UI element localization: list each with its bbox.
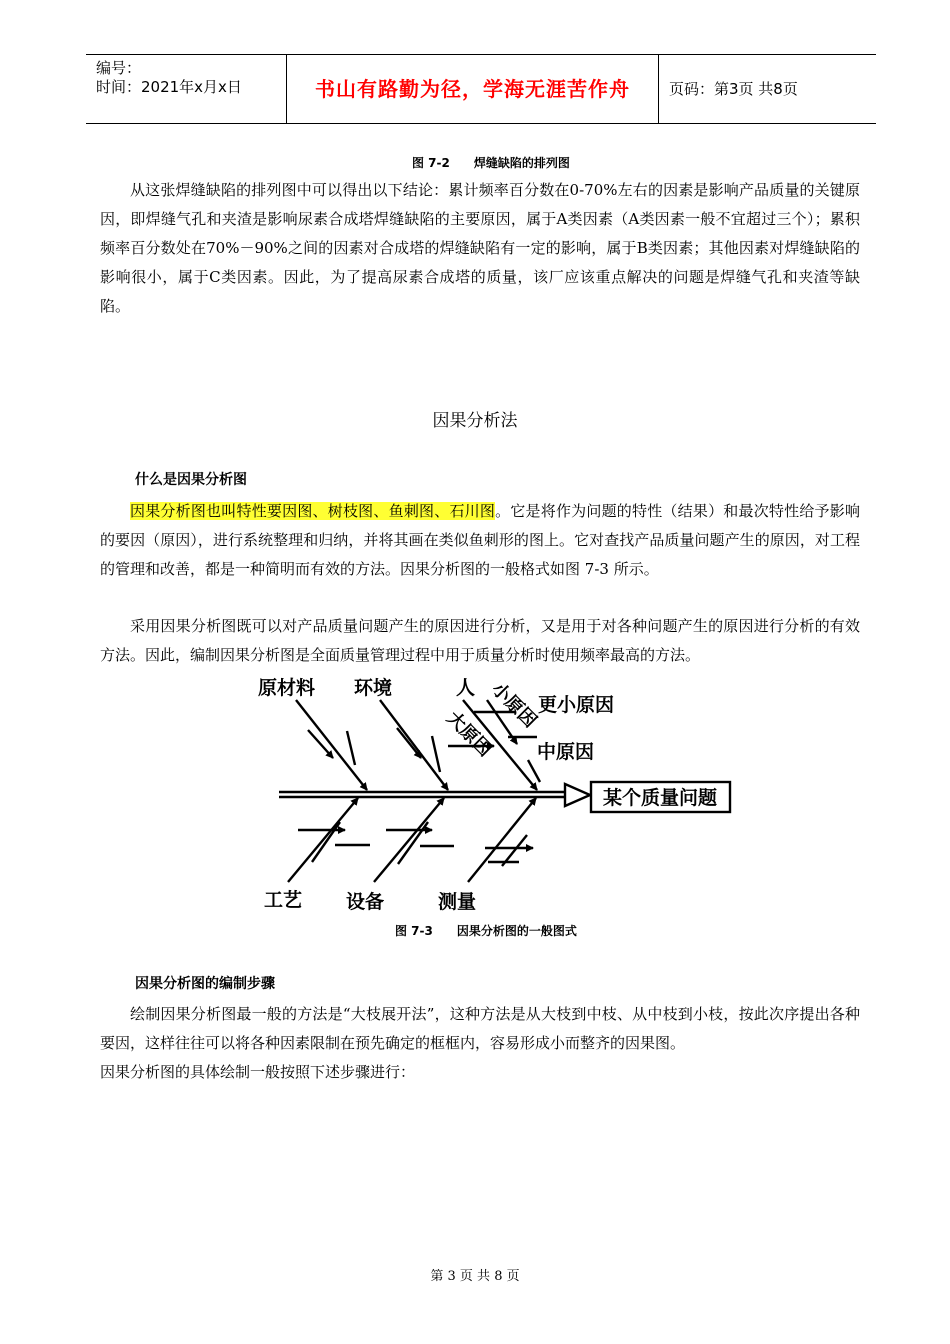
figure-7-2-text: 焊缝缺陷的排列图 [473,156,570,170]
header-motto: 书山有路勤为径，学海无涯苦作舟 [287,55,659,123]
paragraph-pareto-conclusion: 从这张焊缝缺陷的排列图中可以得出以下结论：累计频率百分数在0-70%左右的因素是影响产品质量的关键原因，即焊缝气孔和夹渣是影响尿素合成塔焊缝缺陷的主要原因，属于A类因素（A类因素一般不宜超过三个）；累积频率百分数处在70%－90%之间的因素对合成塔的焊缝缺陷有一定的影响，属于B类因素；其他因素对焊缝缺陷的影响很小，属于C类因素。因此，为了提高尿素合成塔的质量，该厂应该重点解决的问题是焊缝气孔和夹渣等缺陷。 [100,181,860,315]
branch-raw-materials [296,700,367,790]
spine-arrowhead [565,784,590,806]
cause-people: 人 [456,677,476,699]
figure-7-3-caption [395,924,577,938]
paragraph-method: 绘制因果分析图最一般的方法是“大枝展开法”，这种方法是从大枝到中枝、从中枝到小枝，按此次序提出各种要因，这样往往可以将各种因素限制在预先确定的框框内，容易形成小而整齐的因果图。 [100,1005,860,1052]
cause-environment: 环境 [354,677,393,699]
label-large-cause: 大原因 [442,707,496,761]
figure-7-3-text: 因果分析图的一般图式 [456,924,577,938]
paragraph-usage: 采用因果分析图既可以对产品质量问题产生的原因进行分析，又是用于对各种问题产生的原因进行分析的有效方法。因此，编制因果分析图是全面质量管理过程中用于质量分析时使用频率最高的方法。 [100,617,860,664]
branch-environment [380,700,448,790]
effect-label: 某个质量问题 [602,787,718,809]
paragraph-steps-intro: 因果分析图的具体绘制一般按照下述步骤进行： [100,1063,416,1081]
page-footer: 第 3 页 共 8 页 [430,1269,520,1284]
number-label: 编号： [96,59,142,77]
branch-process [288,798,358,882]
definition-rest: 。它是将作为问题的特性（结果）和最次特性给予影响的要因（原因），进行系统整理和归纳，并将其画在类似鱼刺形的图上。它对查找产品质量问题产生的原因，对工程的管理和改善，都是一种简明而有效的方法。因果分析图的一般格式如图 7-3 所示。 [100,502,860,578]
time-label: 时间：2021年x月x日 [96,78,242,96]
highlighted-definition: 因果分析图也叫特性要因图、树枝图、鱼刺图、石川图 [130,502,496,520]
cause-raw-materials: 原材料 [258,677,316,699]
cause-equipment: 设备 [346,891,385,913]
branch-equipment [374,798,444,882]
label-medium-cause: 中原因 [537,741,595,763]
label-small-cause: 小原因 [487,678,541,732]
cause-measurement: 测量 [438,891,477,913]
section-title: 因果分析法 [432,411,518,431]
page-label: 页码：第3页 共8页 [669,80,798,98]
figure-7-2-number: 图 7-2 [412,156,450,170]
figure-7-3-number: 图 7-3 [395,924,433,938]
subhead-steps: 因果分析图的编制步骤 [135,976,275,992]
label-smaller-cause: 更小原因 [538,694,615,716]
cause-process: 工艺 [264,889,303,911]
subhead-what-is: 什么是因果分析图 [135,472,247,488]
branch-measurement [468,798,536,882]
